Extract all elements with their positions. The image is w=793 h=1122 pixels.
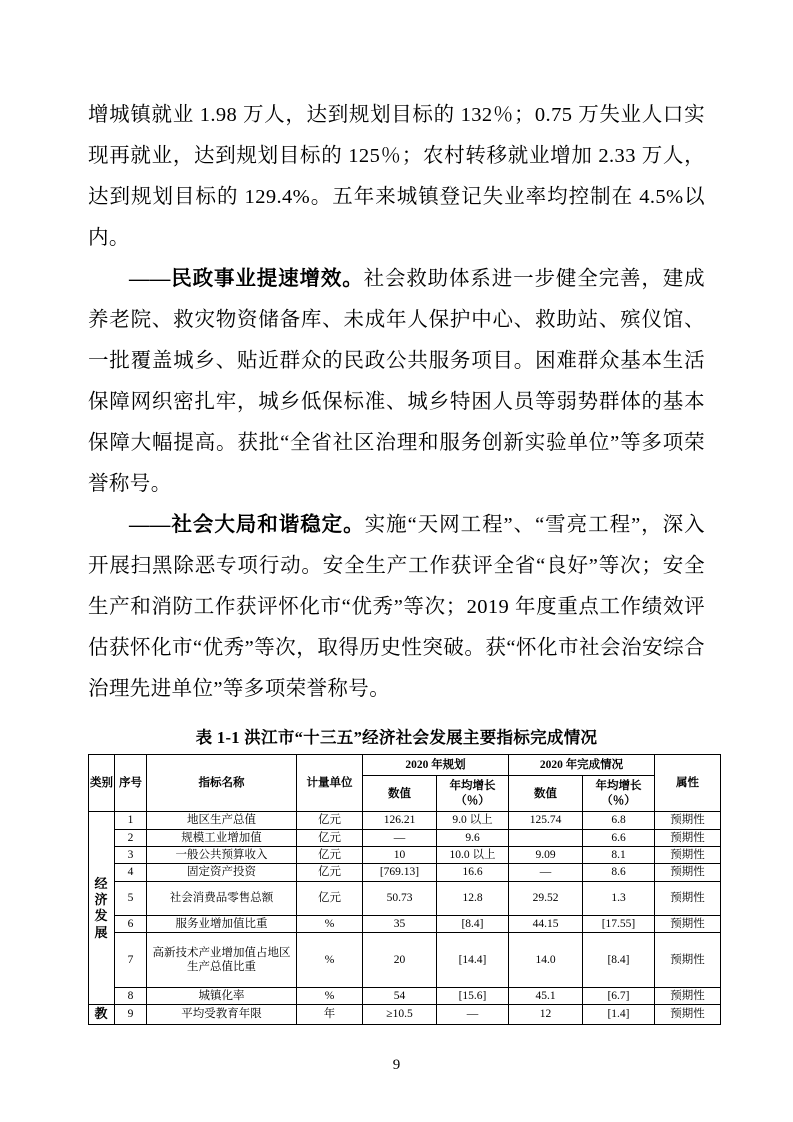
table-body — [89, 812, 721, 1025]
row-attribute: 预期性 — [655, 933, 721, 988]
row-plan-value: 50.73 — [363, 881, 437, 915]
row-actual-growth: [8.4] — [583, 933, 655, 988]
header-unit: 计量单位 — [297, 755, 363, 812]
paragraph-body-civil-affairs: 社会救助体系进一步健全完善，建成养老院、救灾物资储备库、未成年人保护中心、救助站、殡仪馆、一批覆盖城乡、贴近群众的民政公共服务项目。困难群众基本生活保障网织密扎牢，城乡低保标准、城乡特困人员等弱势群体的基本保障大幅提高。获批“全省社区治理和服务创新实验单位”等多项荣誉称号。 — [88, 268, 705, 495]
row-name: 社会消费品零售总额 — [147, 881, 297, 915]
row-plan-value: 35 — [363, 915, 437, 932]
row-index: 9 — [115, 1005, 147, 1024]
row-actual-value — [509, 829, 583, 846]
row-attribute: 预期性 — [655, 846, 721, 863]
row-actual-growth: 8.1 — [583, 846, 655, 863]
row-unit: 亿元 — [297, 846, 363, 863]
paragraph-employment: 增城镇就业 1.98 万人，达到规划目标的 132％；0.75 万失业人口实现再就业，达到规划目标的 125％；农村转移就业增加 2.33 万人，达到规划目标的 129.4%。五年来城镇登记失业率均控制在 4.5%以内。 — [88, 104, 705, 249]
row-attribute: 预期性 — [655, 812, 721, 829]
row-name: 高新技术产业增加值占地区生产总值比重 — [147, 933, 297, 988]
table-caption: 表 1-1 洪江市“十三五”经济社会发展主要指标完成情况 — [195, 728, 598, 747]
row-index: 2 — [115, 829, 147, 846]
row-attribute: 预期性 — [655, 881, 721, 915]
table-row — [89, 812, 721, 829]
row-name: 平均受教育年限 — [147, 1005, 297, 1024]
row-index: 3 — [115, 846, 147, 863]
row-actual-growth: 8.6 — [583, 864, 655, 881]
category-cell-economy: 经济发展 — [89, 812, 115, 1005]
row-name: 服务业增加值比重 — [147, 915, 297, 932]
row-name: 规模工业增加值 — [147, 829, 297, 846]
row-actual-value: 45.1 — [509, 988, 583, 1005]
table-header-group-row — [89, 755, 721, 776]
indicators-table — [88, 754, 721, 1025]
row-index: 8 — [115, 988, 147, 1005]
row-actual-growth: [1.4] — [583, 1005, 655, 1024]
row-attribute: 预期性 — [655, 915, 721, 932]
row-plan-growth: [8.4] — [437, 915, 509, 932]
row-actual-value: — — [509, 864, 583, 881]
header-plan-growth: 年均增长（％） — [437, 776, 509, 812]
row-attribute: 预期性 — [655, 829, 721, 846]
header-actual-value: 数值 — [509, 776, 583, 812]
table-row — [89, 915, 721, 932]
row-plan-growth: 10.0 以上 — [437, 846, 509, 863]
row-actual-value: 125.74 — [509, 812, 583, 829]
row-plan-value: — — [363, 829, 437, 846]
row-attribute: 预期性 — [655, 988, 721, 1005]
row-unit: % — [297, 988, 363, 1005]
row-name: 地区生产总值 — [147, 812, 297, 829]
row-plan-value: 20 — [363, 933, 437, 988]
row-unit: 年 — [297, 1005, 363, 1024]
row-attribute: 预期性 — [655, 1005, 721, 1024]
row-plan-value: ≥10.5 — [363, 1005, 437, 1024]
row-name: 城镇化率 — [147, 988, 297, 1005]
row-attribute: 预期性 — [655, 864, 721, 881]
row-actual-value: 12 — [509, 1005, 583, 1024]
header-name: 指标名称 — [147, 755, 297, 812]
header-group-actual: 2020 年完成情况 — [509, 755, 655, 776]
table-row — [89, 846, 721, 863]
row-index: 1 — [115, 812, 147, 829]
row-unit: 亿元 — [297, 864, 363, 881]
row-plan-value: 10 — [363, 846, 437, 863]
row-plan-growth: 9.0 以上 — [437, 812, 509, 829]
row-index: 7 — [115, 933, 147, 988]
row-actual-value: 44.15 — [509, 915, 583, 932]
row-plan-value: 126.21 — [363, 812, 437, 829]
table-row — [89, 988, 721, 1005]
row-actual-value: 14.0 — [509, 933, 583, 988]
paragraph-lead-social-stability: ——社会大局和谐稳定。 — [129, 514, 365, 536]
page-number: 9 — [392, 1057, 401, 1073]
row-actual-value: 9.09 — [509, 846, 583, 863]
row-plan-growth: 12.8 — [437, 881, 509, 915]
row-index: 5 — [115, 881, 147, 915]
row-actual-growth: 1.3 — [583, 881, 655, 915]
row-unit: % — [297, 933, 363, 988]
header-actual-growth: 年均增长（％） — [583, 776, 655, 812]
table-row — [89, 1005, 721, 1024]
row-plan-value: [769.13] — [363, 864, 437, 881]
header-plan-value: 数值 — [363, 776, 437, 812]
row-name: 固定资产投资 — [147, 864, 297, 881]
table-row — [89, 829, 721, 846]
table-row — [89, 933, 721, 988]
row-index: 6 — [115, 915, 147, 932]
paragraph-civil-affairs — [88, 259, 705, 505]
row-actual-growth: [6.7] — [583, 988, 655, 1005]
row-unit: 亿元 — [297, 812, 363, 829]
header-index: 序号 — [115, 755, 147, 812]
table-head — [89, 755, 721, 812]
row-plan-growth: 16.6 — [437, 864, 509, 881]
paragraph-social-stability — [88, 505, 705, 710]
row-actual-growth: 6.8 — [583, 812, 655, 829]
row-plan-growth: — — [437, 1005, 509, 1024]
row-plan-value: 54 — [363, 988, 437, 1005]
row-actual-growth: 6.6 — [583, 829, 655, 846]
row-unit: 亿元 — [297, 829, 363, 846]
category-cell-education: 教 — [89, 1005, 115, 1024]
row-unit: 亿元 — [297, 881, 363, 915]
header-attribute: 属性 — [655, 755, 721, 812]
row-index: 4 — [115, 864, 147, 881]
header-group-plan: 2020 年规划 — [363, 755, 509, 776]
row-plan-growth: 9.6 — [437, 829, 509, 846]
paragraph-body-social-stability: 实施“天网工程”、“雪亮工程”，深入开展扫黑除恶专项行动。安全生产工作获评全省“良好”等次；安全生产和消防工作获评怀化市“优秀”等次；2019 年度重点工作绩效评估获怀化市“优秀”等次，取得历史性突破。获“怀化市社会治安综合治理先进单位”等多项荣誉称号。 — [88, 514, 705, 700]
row-plan-growth: [14.4] — [437, 933, 509, 988]
row-actual-growth: [17.55] — [583, 915, 655, 932]
row-actual-value: 29.52 — [509, 881, 583, 915]
row-plan-growth: [15.6] — [437, 988, 509, 1005]
header-category: 类别 — [89, 755, 115, 812]
paragraph-lead-civil-affairs: ——民政事业提速增效。 — [129, 268, 364, 290]
table-row — [89, 864, 721, 881]
row-name: 一般公共预算收入 — [147, 846, 297, 863]
row-unit: % — [297, 915, 363, 932]
table-row — [89, 881, 721, 915]
